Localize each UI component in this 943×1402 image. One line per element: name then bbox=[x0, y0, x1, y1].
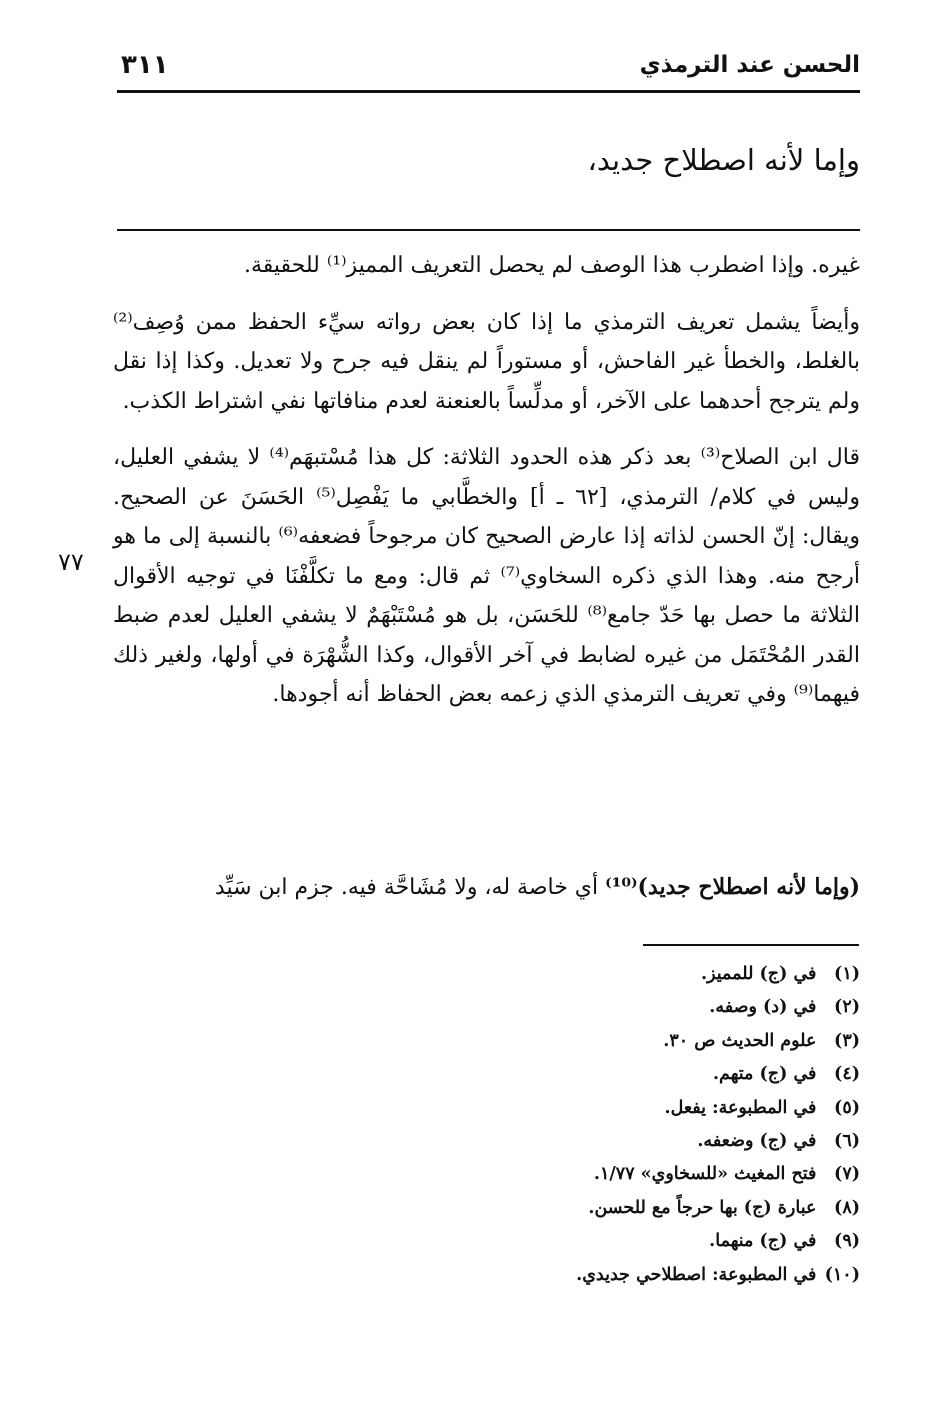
running-title: الحسن عند الترمذي bbox=[639, 52, 860, 78]
footnote-number: (٣) bbox=[834, 1030, 860, 1051]
main-text bbox=[113, 246, 860, 732]
closing-commentary: أي خاصة له، ولا مُشَاحَّة فيه. جزم ابن سَيِّد bbox=[214, 875, 606, 900]
footnote-text: في (ج) للمميز. bbox=[701, 964, 817, 984]
footnote bbox=[260, 1092, 860, 1125]
footnotes bbox=[260, 958, 860, 1292]
footnote-number: (٧) bbox=[834, 1164, 860, 1185]
footnote-number: (٨) bbox=[834, 1197, 860, 1218]
footnote-text: فتح المغيث «للسخاوي» ١/٧٧. bbox=[593, 1164, 817, 1185]
footnote bbox=[260, 1192, 860, 1225]
footnote-number: (٥) bbox=[834, 1097, 860, 1118]
footnote bbox=[260, 1259, 860, 1292]
footnote-number: (١٠) bbox=[824, 1264, 860, 1285]
footnote bbox=[260, 958, 860, 991]
closing-quote: (وإما لأنه اصطلاح جديد)⁽¹⁰⁾ bbox=[605, 874, 860, 900]
footnote-text: في (ج) وضعفه. bbox=[697, 1131, 817, 1152]
footnote-text: في (ج) منهما. bbox=[709, 1231, 817, 1252]
paragraph-3: قال ابن الصلاح⁽³⁾ بعد ذكر هذه الحدود الثلاثة: كل هذا مُسْتبهَم⁽⁴⁾ لا يشفي العليل، وليس في كلام/ الترمذي، [٦٢ ـ أ] والخطَّابي ما يَفْصِل⁽⁵⁾ الحَسَنَ عن الصحيح. ويقال: إنّ الحسن لذاته إذا عارض الصحيح كان مرجوحاً فضعفه⁽⁶⁾ بالنسبة إلى ما هو أرجح منه. وهذا الذي ذكره السخاوي⁽⁷⁾ ثم قال: ومع ما تكلَّفْنَا في توجيه الأقوال الثلاثة ما حصل بها حَدّ جامع⁽⁸⁾ للحَسَن، بل هو مُسْتَبْهَمٌ لا يشفي العليل لعدم ضبط القدر المُحْتَمَل من غيره لضابط في آخر الأقوال، وكذا الشُّهْرَة في أولها، ولغير ذلك فيهما⁽⁹⁾ وفي تعريف الترمذي الذي زعمه بعض الحفاظ أنه أجودها. bbox=[113, 445, 860, 707]
section-divider bbox=[117, 229, 860, 231]
footnote-number: (٦) bbox=[834, 1131, 860, 1152]
page-number: ٣١١ bbox=[121, 50, 169, 80]
footnote-rule bbox=[643, 944, 859, 946]
footnote-text: علوم الحديث ص ٣٠. bbox=[663, 1030, 817, 1051]
footnote-text: في (ج) متهم. bbox=[712, 1064, 817, 1085]
continuation-line: وإما لأنه اصطلاح جديد، bbox=[587, 143, 860, 177]
footnote-text: في المطبوعة: يفعل. bbox=[664, 1097, 817, 1118]
footnote bbox=[260, 1058, 860, 1091]
footnote-text: في (د) وصفه. bbox=[709, 997, 817, 1018]
footnote bbox=[260, 1125, 860, 1158]
margin-folio-number: ٧٧ bbox=[58, 548, 84, 576]
closing-line bbox=[113, 868, 860, 907]
footnote-number: (٩) bbox=[834, 1231, 860, 1252]
footnote-number: (٤) bbox=[834, 1064, 860, 1085]
footnote-text: في المطبوعة: اصطلاحي جديدي. bbox=[576, 1264, 817, 1285]
footnote-text: عبارة (ج) بها حرجاً مع للحسن. bbox=[588, 1197, 817, 1218]
footnote bbox=[260, 1158, 860, 1191]
footnote-number: (١) bbox=[834, 964, 860, 984]
paragraph-1: غيره. وإذا اضطرب هذا الوصف لم يحصل التعريف المميز⁽¹⁾ للحقيقة. bbox=[243, 253, 860, 278]
running-header bbox=[117, 44, 860, 88]
footnote bbox=[260, 991, 860, 1024]
footnote bbox=[260, 1025, 860, 1058]
footnote bbox=[260, 1225, 860, 1258]
paragraph-2: وأيضاً يشمل تعريف الترمذي ما إذا كان بعض رواته سيِّء الحفظ ممن وُصِف⁽²⁾ بالغلط، والخطأ غير الفاحش، أو مستوراً لم ينقل فيه جرح ولا تعديل. وكذا إذا نقل ولم يترجح أحدهما على الآخر، أو مدلِّساً بالعنعنة لعدم منافاتها نفي اشتراط الكذب. bbox=[113, 309, 860, 414]
header-rule bbox=[117, 90, 860, 93]
footnote-number: (٢) bbox=[834, 997, 860, 1018]
